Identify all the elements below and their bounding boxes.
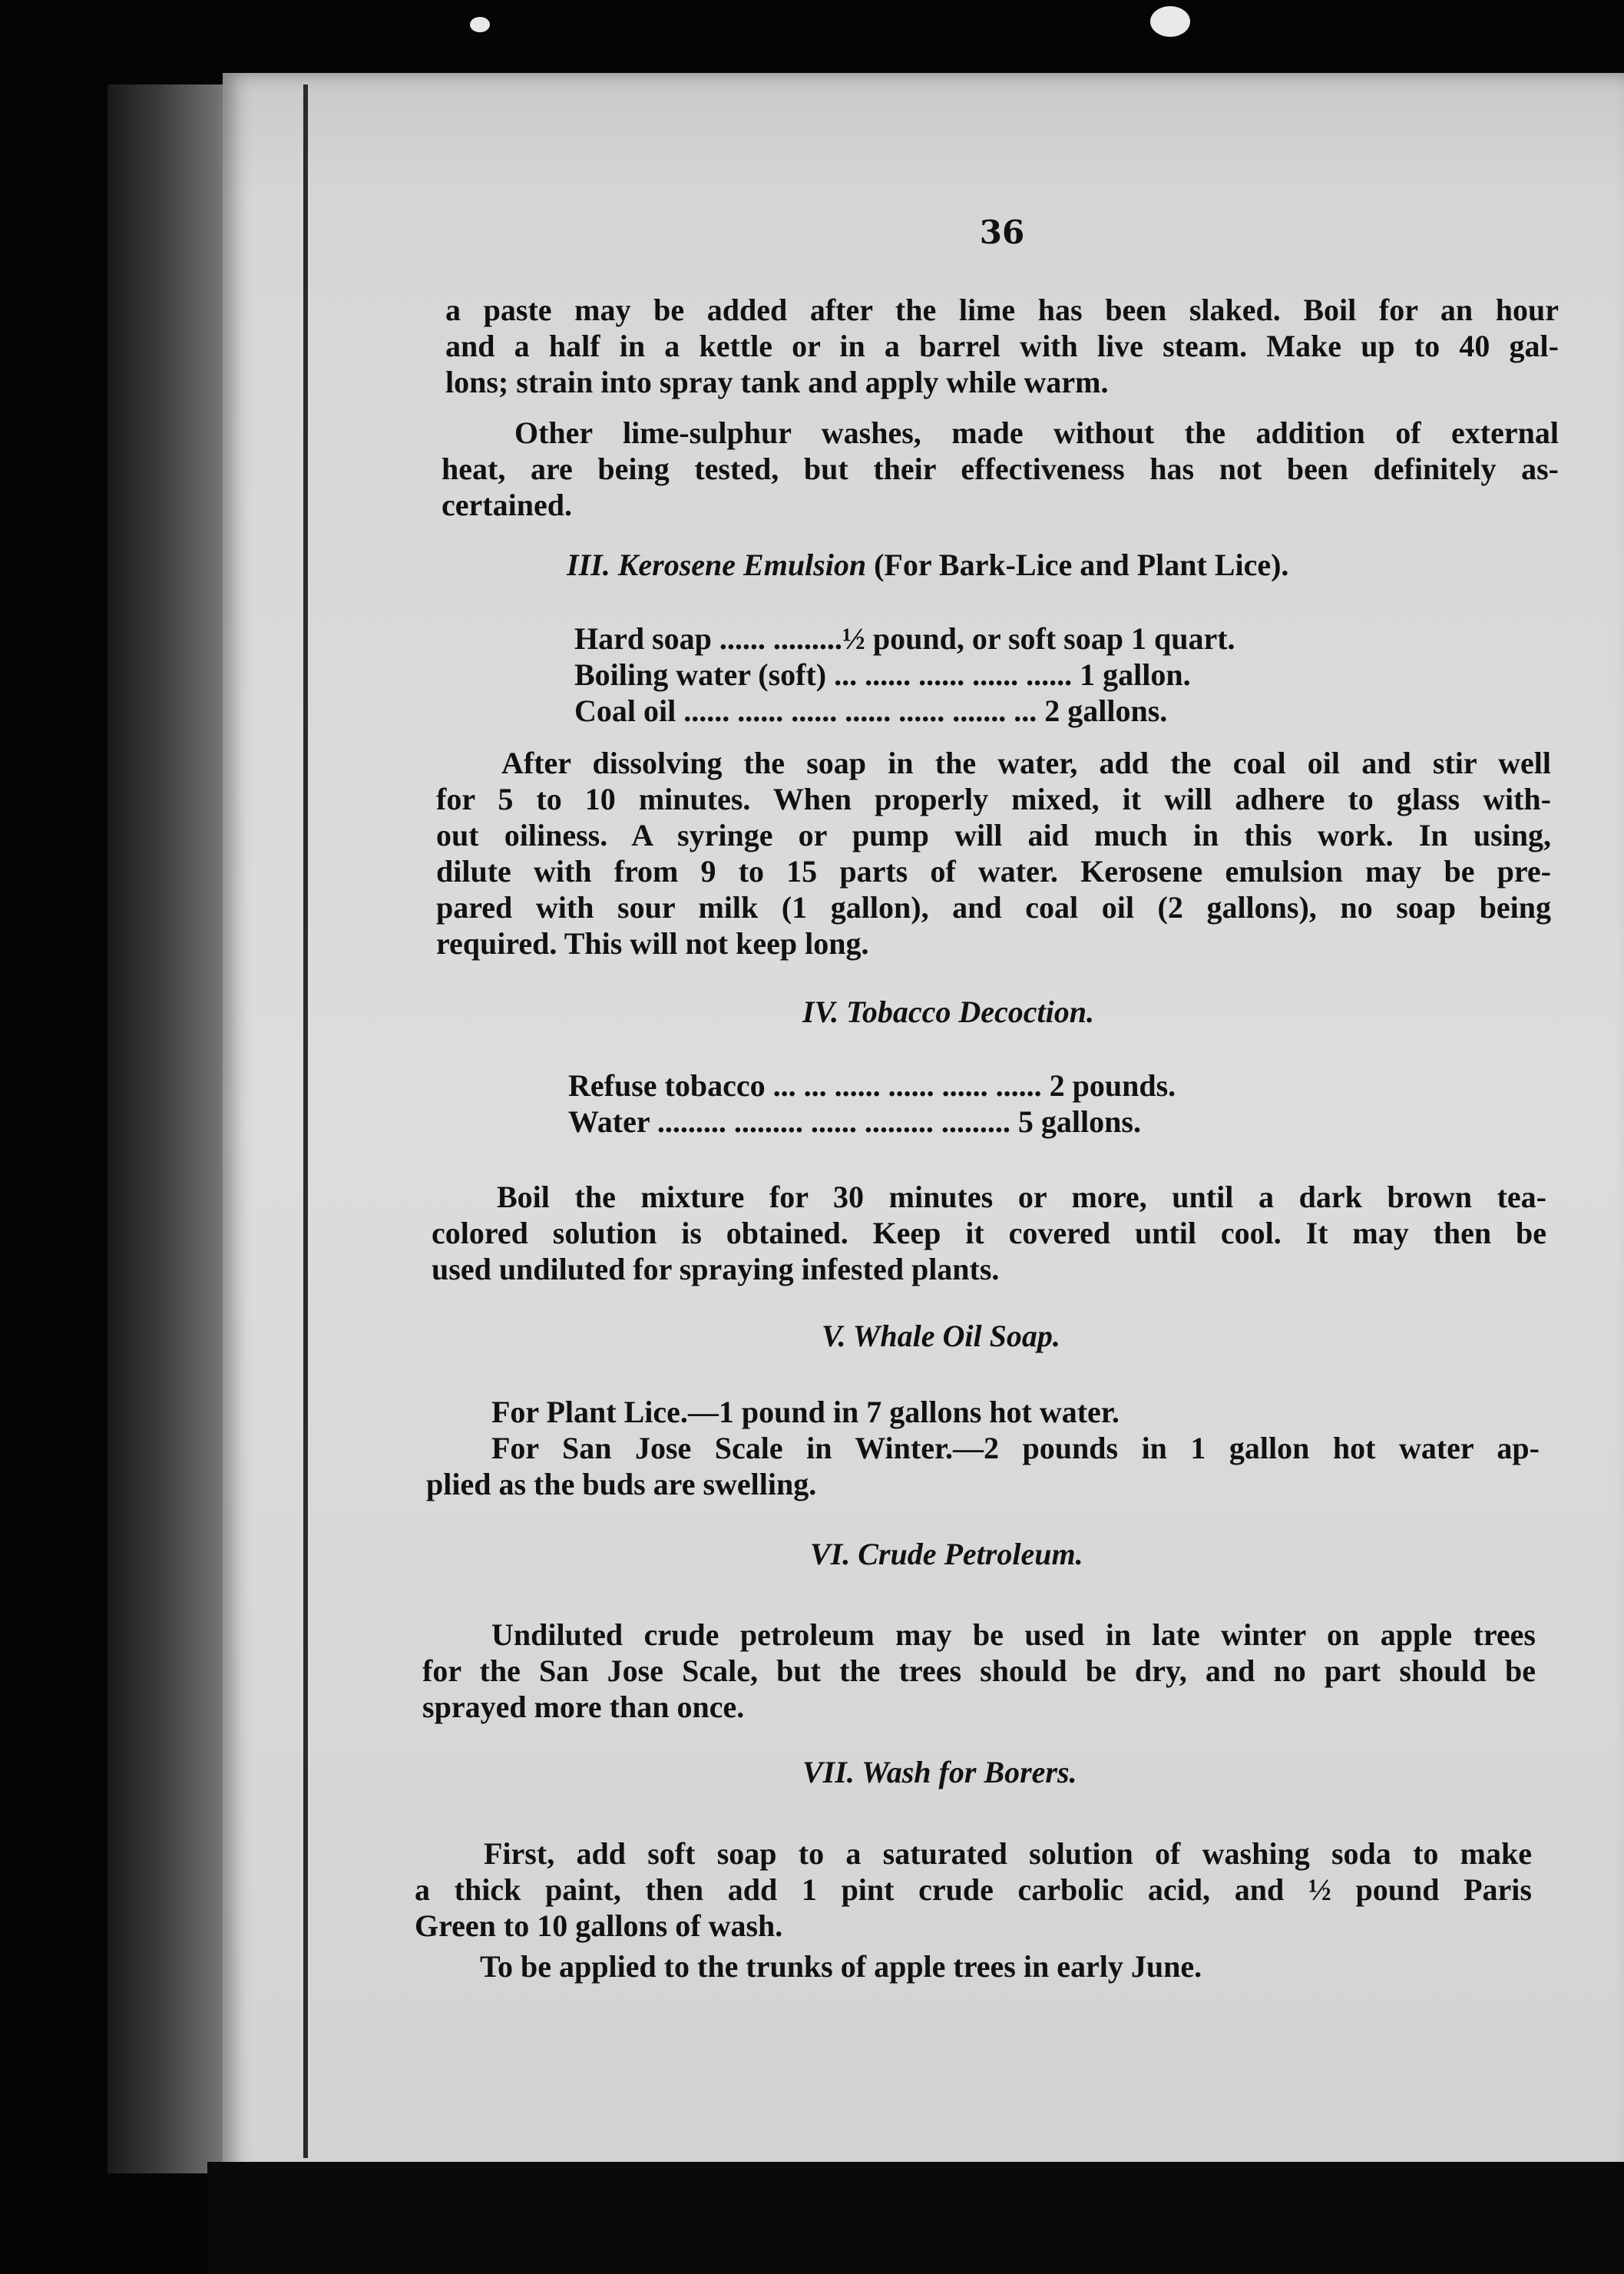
heading-title: III. Kerosene Emulsion (567, 548, 867, 582)
text-line: heat, are being tested, but their effectiveness has not been definitely as- (442, 452, 1559, 486)
heading-title: IV. Tobacco Decoction. (802, 995, 1094, 1029)
text-line: dilute with from 9 to 15 parts of water. Kerosene emulsion may be pre- (436, 854, 1551, 889)
text-line: for the San Jose Scale, but the trees should be dry, and no part should be (422, 1653, 1536, 1688)
heading-title: VII. Wash for Borers. (802, 1755, 1077, 1789)
text-line: colored solution is obtained. Keep it covered until cool. It may then be (432, 1216, 1546, 1250)
text-line: certained. (442, 488, 572, 522)
kerosene-instructions (436, 745, 1551, 962)
borers-paragraph (415, 1835, 1532, 1984)
text-line: pared with sour milk (1 gallon), and coal oil (2 gallons), no soap being (436, 890, 1551, 925)
whale-oil-paragraph (426, 1394, 1540, 1502)
text-line: Other lime-sulphur washes, made without the addition of external (514, 415, 1559, 450)
text-line: required. This will not keep long. (436, 926, 869, 961)
other-washes-paragraph (442, 415, 1559, 523)
kerosene-recipe (574, 621, 1235, 729)
text-line: Boil the mixture for 30 minutes or more, until a dark brown tea- (497, 1180, 1546, 1214)
page-number: 36 (979, 213, 1025, 251)
text-line: plied as the buds are swelling. (426, 1467, 817, 1501)
text-line: out oiliness. A syringe or pump will aid much in this work. In using, (436, 818, 1551, 852)
text-line: First, add soft soap to a saturated solution of washing soda to make (484, 1836, 1532, 1871)
text-line: sprayed more than once. (422, 1690, 745, 1724)
heading-title: V. Whale Oil Soap. (822, 1319, 1060, 1353)
recipe-line: Coal oil ...... ...... ...... ...... ...... ....... ... 2 gallons. (574, 693, 1168, 728)
section-heading-whale-oil (822, 1318, 1060, 1354)
text-line: and a half in a kettle or in a barrel with live steam. Make up to 40 gal- (445, 329, 1559, 363)
text-line: Green to 10 gallons of wash. (415, 1908, 783, 1943)
heading-note: (For Bark-Lice and Plant Lice). (874, 548, 1289, 582)
text-line: for 5 to 10 minutes. When properly mixed, it will adhere to glass with- (436, 782, 1551, 816)
text-line: a paste may be added after the lime has been slaked. Boil for an hour (445, 293, 1559, 327)
section-heading-kerosene (567, 547, 1288, 583)
heading-title: VI. Crude Petroleum. (810, 1537, 1083, 1571)
text-line: used undiluted for spraying infested plants. (432, 1252, 1000, 1286)
recipe-line: Hard soap ...... .........½ pound, or soft soap 1 quart. (574, 621, 1235, 656)
text-line: lons; strain into spray tank and apply while warm. (445, 365, 1109, 399)
text-line: After dissolving the soap in the water, add the coal oil and stir well (501, 746, 1551, 780)
recipe-line: Boiling water (soft) ... ...... ...... ...... ...... 1 gallon. (574, 657, 1191, 692)
tobacco-recipe (568, 1067, 1176, 1140)
text-line: Undiluted crude petroleum may be used in late winter on apple trees (491, 1617, 1536, 1652)
tobacco-instructions (432, 1179, 1546, 1287)
section-heading-tobacco (802, 994, 1094, 1030)
text-line: a thick paint, then add 1 pint crude carbolic acid, and ½ pound Paris (415, 1872, 1532, 1907)
text-line: To be applied to the trunks of apple trees in early June. (480, 1949, 1202, 1984)
recipe-line: Refuse tobacco ... ... ...... ...... ...... ...... 2 pounds. (568, 1068, 1176, 1103)
petroleum-paragraph (422, 1617, 1536, 1725)
recipe-line: Water ......... ......... ...... ......... ......... 5 gallons. (568, 1104, 1141, 1139)
text-line: For Plant Lice.—1 pound in 7 gallons hot water. (491, 1395, 1120, 1429)
intro-paragraph (445, 292, 1559, 400)
section-heading-petroleum (810, 1536, 1083, 1572)
section-heading-borers (802, 1754, 1077, 1790)
text-line: For San Jose Scale in Winter.—2 pounds in 1 gallon hot water ap- (491, 1431, 1540, 1465)
